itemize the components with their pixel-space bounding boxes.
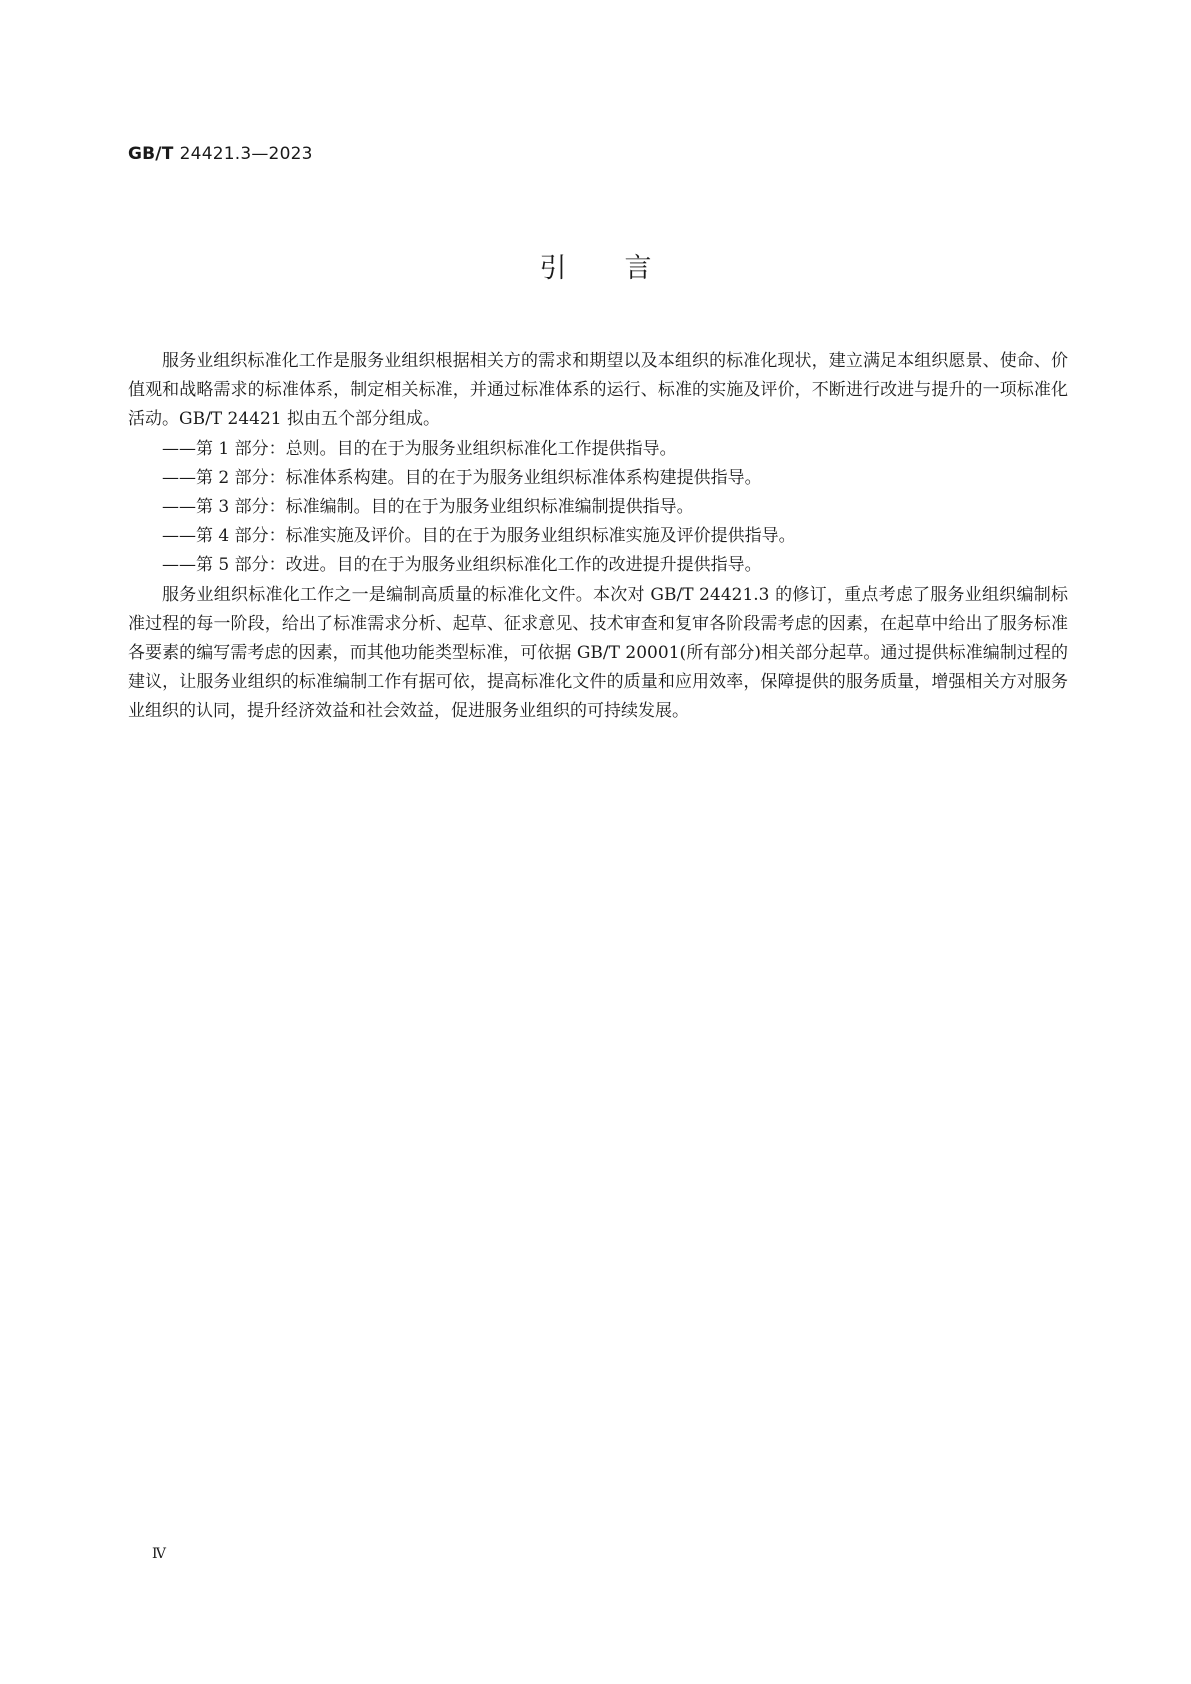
standard-code-header (128, 144, 313, 164)
intro-paragraph: 服务业组织标准化工作是服务业组织根据相关方的需求和期望以及本组织的标准化现状，建立满足本组织愿景、使命、价值观和战略需求的标准体系，制定相关标准，并通过标准体系的运行、标准的实施及评价，不断进行改进与提升的一项标准化活动。GB/T 24421 拟由五个部分组成。 (128, 351, 1068, 430)
part-list-item-1: ——第 1 部分：总则。目的在于为服务业组织标准化工作提供指导。 (162, 438, 677, 459)
part-list-item-2: ——第 2 部分：标准体系构建。目的在于为服务业组织标准体系构建提供指导。 (162, 467, 762, 488)
introduction-body (128, 347, 1068, 727)
part-list-item-3: ——第 3 部分：标准编制。目的在于为服务业组织标准编制提供指导。 (162, 497, 694, 518)
standard-code-number: 24421.3—2023 (179, 144, 313, 164)
page-number: Ⅳ (152, 1546, 166, 1562)
standard-code-prefix: GB/T (128, 144, 174, 164)
part-list-item-4: ——第 4 部分：标准实施及评价。目的在于为服务业组织标准实施及评价提供指导。 (162, 526, 796, 547)
page-title: 引言 (539, 253, 710, 284)
part-list-item-5: ——第 5 部分：改进。目的在于为服务业组织标准化工作的改进提升提供指导。 (162, 555, 762, 576)
closing-paragraph: 服务业组织标准化工作之一是编制高质量的标准化文件。本次对 GB/T 24421.3 的修订，重点考虑了服务业组织编制标准过程的每一阶段，给出了标准需求分析、起草、征求意见、技术审查和复审各阶段需考虑的因素，在起草中给出了服务标准各要素的编写需考虑的因素，而其他功能类型标准，可依据 GB/T 20001(所有部分)相关部分起草。通过提供标准编制过程的建议，让服务业组织的标准编制工作有据可依，提高标准化文件的质量和应用效率，保障提供的服务质量，增强相关方对服务业组织的认同，提升经济效益和社会效益，促进服务业组织的可持续发展。 (128, 584, 1068, 722)
